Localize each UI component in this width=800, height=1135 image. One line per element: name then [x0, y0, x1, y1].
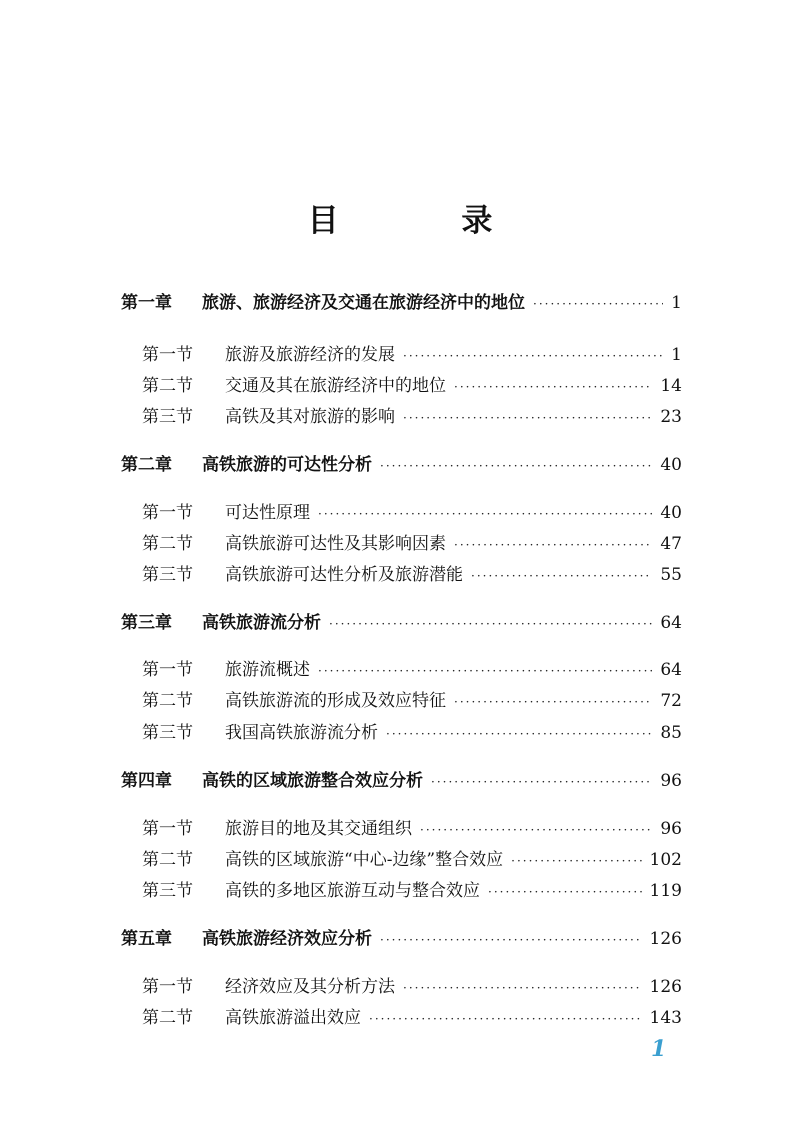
toc-dot-leader: [318, 507, 652, 521]
toc-section-entry[interactable]: [142, 560, 682, 590]
toc-dot-leader: [533, 297, 663, 311]
toc-entry-number: 第二节: [142, 850, 193, 870]
toc-entry-title: 高铁旅游的可达性分析: [202, 455, 372, 475]
toc-entry-number: 第二节: [142, 1008, 193, 1028]
toc-entry-title: 旅游及旅游经济的发展: [225, 345, 395, 365]
toc-section-entry[interactable]: [142, 371, 682, 401]
toc-entry-page: 1: [671, 293, 682, 313]
toc-entry-title: 高铁及其对旅游的影响: [225, 407, 395, 427]
toc-section-entry[interactable]: [142, 1003, 682, 1033]
toc-dot-leader: [403, 981, 642, 995]
toc-dot-leader: [454, 380, 652, 394]
toc-entry-page: 72: [660, 691, 682, 711]
toc-entry-number: 第三节: [142, 407, 193, 427]
toc-entry-page: 14: [660, 376, 682, 396]
toc-entry-page: 96: [660, 819, 682, 839]
toc-entry-title: 高铁的多地区旅游互动与整合效应: [225, 881, 480, 901]
toc-section-entry[interactable]: [142, 655, 682, 685]
toc-dot-leader: [403, 349, 663, 363]
toc-entry-number: 第四章: [121, 771, 172, 791]
toc-entry-title: 高铁旅游经济效应分析: [202, 929, 372, 949]
toc-entry-page: 85: [660, 723, 682, 743]
toc-entry-title: 高铁的区域旅游“中心-边缘”整合效应: [225, 850, 504, 870]
toc-entry-title: 高铁旅游可达性分析及旅游潜能: [225, 565, 463, 585]
toc-chapter-entry[interactable]: [121, 924, 682, 954]
toc-entry-number: 第一节: [142, 503, 193, 523]
toc-section-entry[interactable]: [142, 972, 682, 1002]
toc-section-entry[interactable]: [142, 814, 682, 844]
toc-section-entry[interactable]: [142, 402, 682, 432]
toc-entry-number: 第一节: [142, 660, 193, 680]
toc-entry-number: 第一节: [142, 345, 193, 365]
toc-entry-page: 47: [660, 534, 682, 554]
toc-entry-title: 我国高铁旅游流分析: [225, 723, 378, 743]
toc-dot-leader: [454, 695, 652, 709]
toc-dot-leader: [369, 1012, 642, 1026]
toc-dot-leader: [329, 617, 652, 631]
toc-dot-leader: [318, 664, 652, 678]
toc-entry-title: 高铁旅游溢出效应: [225, 1008, 361, 1028]
toc-entry-page: 55: [660, 565, 682, 585]
toc-section-entry[interactable]: [142, 876, 682, 906]
toc-entry-number: 第三节: [142, 565, 193, 585]
toc-dot-leader: [420, 823, 652, 837]
toc-entry-page: 96: [660, 771, 682, 791]
toc-entry-title: 高铁旅游流的形成及效应特征: [225, 691, 446, 711]
toc-entry-number: 第二节: [142, 376, 193, 396]
toc-section-entry[interactable]: [142, 529, 682, 559]
toc-dot-leader: [380, 459, 652, 473]
toc-entry-number: 第二节: [142, 534, 193, 554]
toc-entry-page: 126: [649, 929, 682, 949]
toc-entry-page: 1: [671, 345, 682, 365]
toc-entry-page: 64: [660, 613, 682, 633]
toc-entry-title: 可达性原理: [225, 503, 310, 523]
toc-entry-title: 旅游流概述: [225, 660, 310, 680]
toc-entry-number: 第二章: [121, 455, 172, 475]
toc-entry-title: 高铁的区域旅游整合效应分析: [202, 771, 423, 791]
toc-chapter-entry[interactable]: [121, 608, 682, 638]
toc-entry-page: 126: [649, 977, 682, 997]
toc-dot-leader: [511, 854, 641, 868]
toc-entry-page: 102: [649, 850, 682, 870]
toc-entry-number: 第三节: [142, 881, 193, 901]
toc-entry-title: 旅游、旅游经济及交通在旅游经济中的地位: [202, 293, 525, 313]
toc-entry-number: 第一节: [142, 819, 193, 839]
footer-page-number: 1: [651, 1036, 667, 1062]
toc-section-entry[interactable]: [142, 498, 682, 528]
toc-section-entry[interactable]: [142, 718, 682, 748]
toc-section-entry[interactable]: [142, 845, 682, 875]
toc-chapter-entry[interactable]: [121, 288, 682, 318]
toc-entry-number: 第五章: [121, 929, 172, 949]
toc-entry-number: 第三章: [121, 613, 172, 633]
toc-section-entry[interactable]: [142, 340, 682, 370]
toc-entry-page: 64: [660, 660, 682, 680]
toc-entry-page: 40: [660, 455, 682, 475]
toc-dot-leader: [488, 885, 642, 899]
toc-dot-leader: [454, 538, 652, 552]
toc-dot-leader: [386, 727, 652, 741]
toc-dot-leader: [380, 933, 642, 947]
toc-entry-title: 高铁旅游流分析: [202, 613, 321, 633]
toc-entry-page: 119: [649, 881, 682, 901]
toc-entry-page: 40: [660, 503, 682, 523]
toc-entry-title: 旅游目的地及其交通组织: [225, 819, 412, 839]
toc-entry-page: 23: [660, 407, 682, 427]
toc-entry-number: 第三节: [142, 723, 193, 743]
toc-dot-leader: [431, 775, 652, 789]
toc-entry-number: 第二节: [142, 691, 193, 711]
toc-entry-page: 143: [649, 1008, 682, 1028]
toc-chapter-entry[interactable]: [121, 450, 682, 480]
page-title: 目 录: [307, 203, 549, 239]
toc-entry-number: 第一章: [121, 293, 172, 313]
toc-dot-leader: [403, 411, 652, 425]
toc-entry-number: 第一节: [142, 977, 193, 997]
toc-section-entry[interactable]: [142, 686, 682, 716]
toc-dot-leader: [471, 569, 652, 583]
toc-entry-title: 交通及其在旅游经济中的地位: [225, 376, 446, 396]
toc-entry-title: 经济效应及其分析方法: [225, 977, 395, 997]
toc-chapter-entry[interactable]: [121, 766, 682, 796]
toc-entry-title: 高铁旅游可达性及其影响因素: [225, 534, 446, 554]
